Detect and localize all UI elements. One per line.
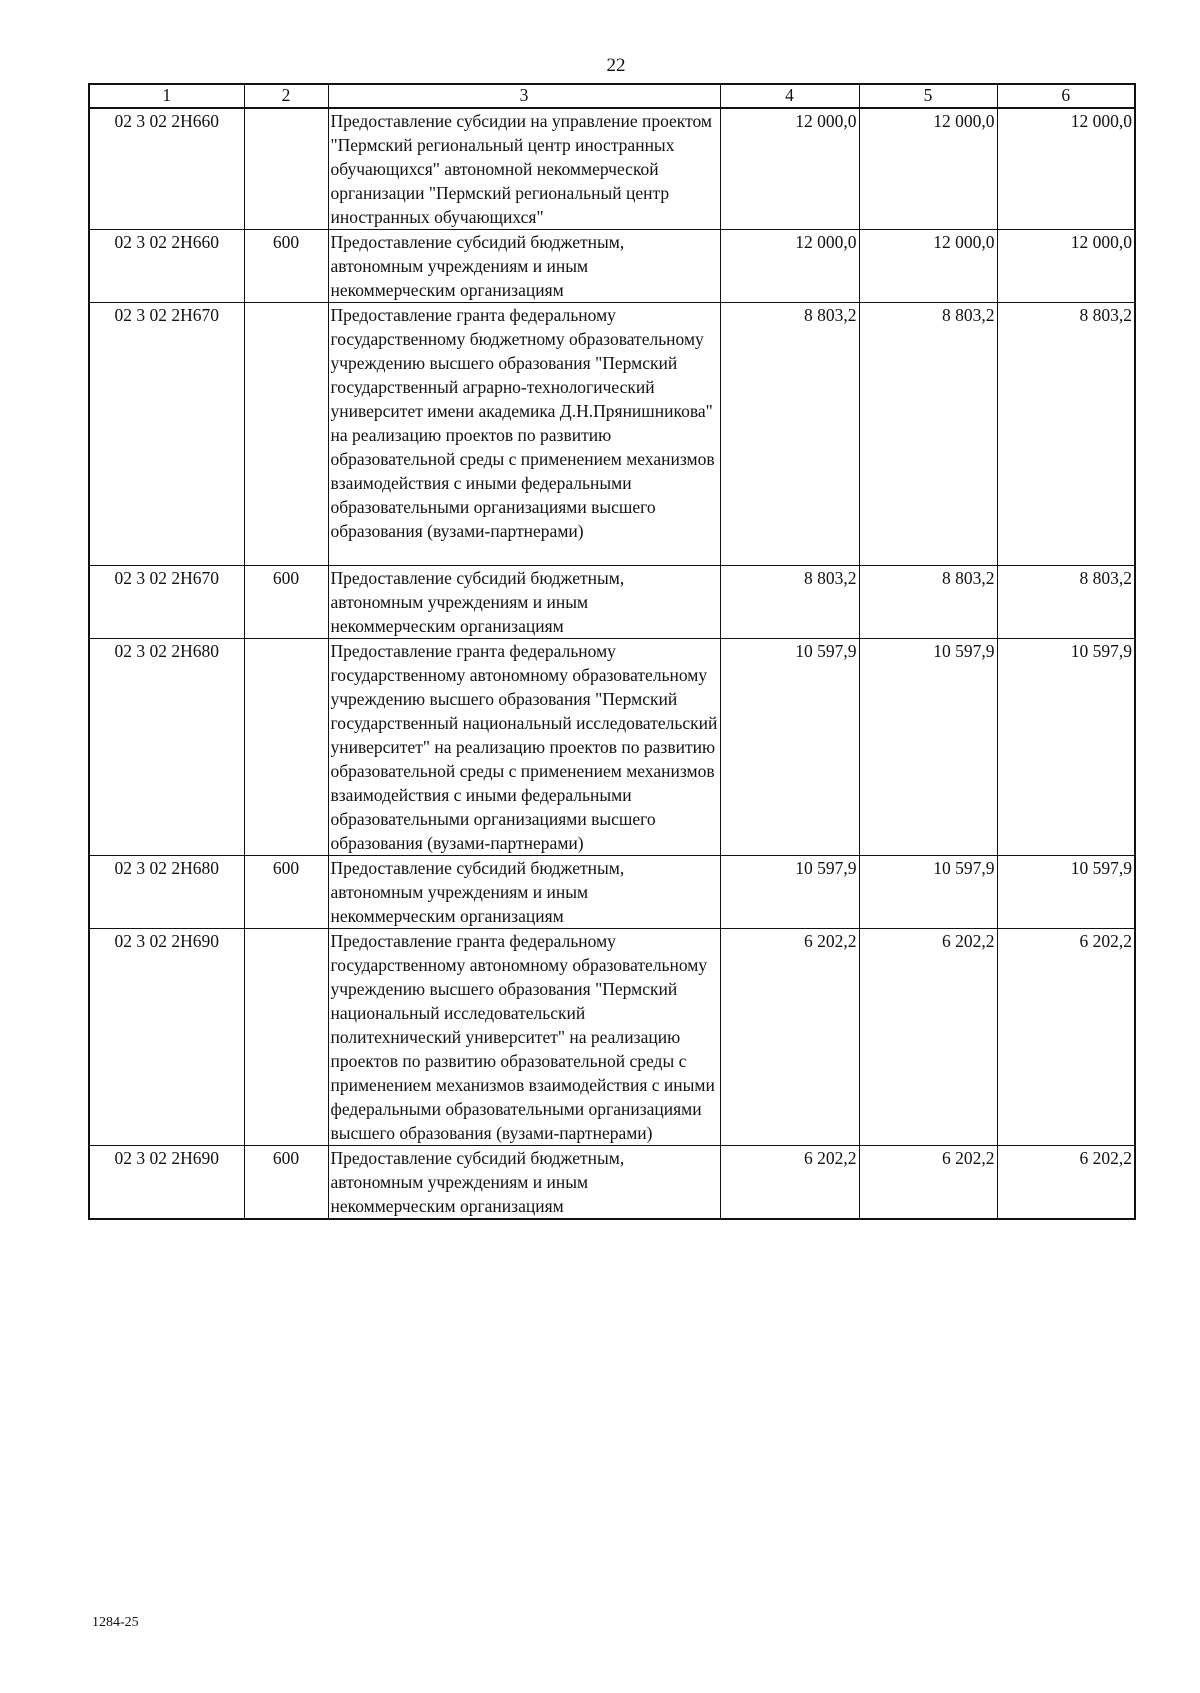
row-value-col4: 10 597,9 [720, 639, 859, 856]
row-value-col6: 8 803,2 [997, 566, 1135, 639]
row-value-col4: 6 202,2 [720, 1146, 859, 1220]
row-description: Предоставление гранта федеральному государственному автономному образовательному учреждению высшего образования "Пермский государственный национальный исследовательский университет" на реализацию проектов по развитию образовательной среды с применением механизмов взаимодействия с иными федеральными образовательными организациями высшего образования (вузами-партнерами) [328, 639, 720, 856]
table-row [89, 108, 1135, 230]
row-value-col4: 6 202,2 [720, 929, 859, 1146]
column-header-6: 6 [997, 84, 1135, 108]
row-description: Предоставление субсидий бюджетным, автономным учреждениям и иным некоммерческим организациям [328, 566, 720, 639]
row-description: Предоставление гранта федеральному государственному автономному образовательному учреждению высшего образования "Пермский национальный исследовательский политехнический университет" на реализацию проектов по развитию образовательной среды с применением механизмов взаимодействия с иными федеральными образовательными организациями высшего образования (вузами-партнерами) [328, 929, 720, 1146]
column-header-1: 1 [89, 84, 244, 108]
row-expense-type: 600 [244, 1146, 328, 1220]
table-row [89, 1146, 1135, 1220]
row-value-col5: 10 597,9 [859, 639, 997, 856]
row-expense-type [244, 108, 328, 230]
row-code: 02 3 02 2Н670 [89, 303, 244, 566]
row-code: 02 3 02 2Н680 [89, 856, 244, 929]
row-value-col5: 6 202,2 [859, 929, 997, 1146]
row-value-col5: 12 000,0 [859, 230, 997, 303]
column-header-4: 4 [720, 84, 859, 108]
row-value-col6: 10 597,9 [997, 856, 1135, 929]
row-value-col5: 8 803,2 [859, 303, 997, 566]
page-number: 22 [606, 55, 626, 76]
row-value-col5: 10 597,9 [859, 856, 997, 929]
row-expense-type: 600 [244, 566, 328, 639]
row-description: Предоставление субсидий бюджетным, автономным учреждениям и иным некоммерческим организациям [328, 856, 720, 929]
row-expense-type: 600 [244, 230, 328, 303]
row-description: Предоставление гранта федеральному государственному бюджетному образовательному учреждению высшего образования "Пермский государственный аграрно-технологический университет имени академика Д.Н.Прянишникова" на реализацию проектов по развитию образовательной среды с применением механизмов взаимодействия с иными федеральными образовательными организациями высшего образования (вузами-партнерами) [328, 303, 720, 566]
budget-table [88, 83, 1136, 1220]
table-header-row [89, 84, 1135, 108]
row-value-col4: 8 803,2 [720, 566, 859, 639]
row-value-col6: 12 000,0 [997, 108, 1135, 230]
table-row [89, 639, 1135, 856]
column-header-3: 3 [328, 84, 720, 108]
row-code: 02 3 02 2Н690 [89, 1146, 244, 1220]
row-code: 02 3 02 2Н660 [89, 108, 244, 230]
row-value-col6: 12 000,0 [997, 230, 1135, 303]
row-value-col5: 8 803,2 [859, 566, 997, 639]
row-expense-type: 600 [244, 856, 328, 929]
row-value-col4: 8 803,2 [720, 303, 859, 566]
column-header-2: 2 [244, 84, 328, 108]
row-value-col4: 12 000,0 [720, 108, 859, 230]
row-expense-type [244, 303, 328, 566]
row-value-col4: 10 597,9 [720, 856, 859, 929]
row-code: 02 3 02 2Н670 [89, 566, 244, 639]
row-description: Предоставление субсидий бюджетным, автономным учреждениям и иным некоммерческим организациям [328, 1146, 720, 1220]
row-description: Предоставление субсидий бюджетным, автономным учреждениям и иным некоммерческим организациям [328, 230, 720, 303]
row-expense-type [244, 639, 328, 856]
row-value-col6: 10 597,9 [997, 639, 1135, 856]
row-value-col4: 12 000,0 [720, 230, 859, 303]
row-value-col6: 8 803,2 [997, 303, 1135, 566]
row-description: Предоставление субсидии на управление проектом "Пермский региональный центр иностранных обучающихся" автономной некоммерческой организации "Пермский региональный центр иностранных обучающихся" [328, 108, 720, 230]
row-code: 02 3 02 2Н680 [89, 639, 244, 856]
column-header-5: 5 [859, 84, 997, 108]
table-row [89, 303, 1135, 566]
row-code: 02 3 02 2Н690 [89, 929, 244, 1146]
row-value-col6: 6 202,2 [997, 929, 1135, 1146]
row-value-col5: 12 000,0 [859, 108, 997, 230]
table-row [89, 230, 1135, 303]
row-expense-type [244, 929, 328, 1146]
row-code: 02 3 02 2Н660 [89, 230, 244, 303]
row-value-col6: 6 202,2 [997, 1146, 1135, 1220]
table-row [89, 566, 1135, 639]
document-code: 1284-25 [92, 1615, 139, 1630]
row-value-col5: 6 202,2 [859, 1146, 997, 1220]
table-row [89, 929, 1135, 1146]
table-row [89, 856, 1135, 929]
